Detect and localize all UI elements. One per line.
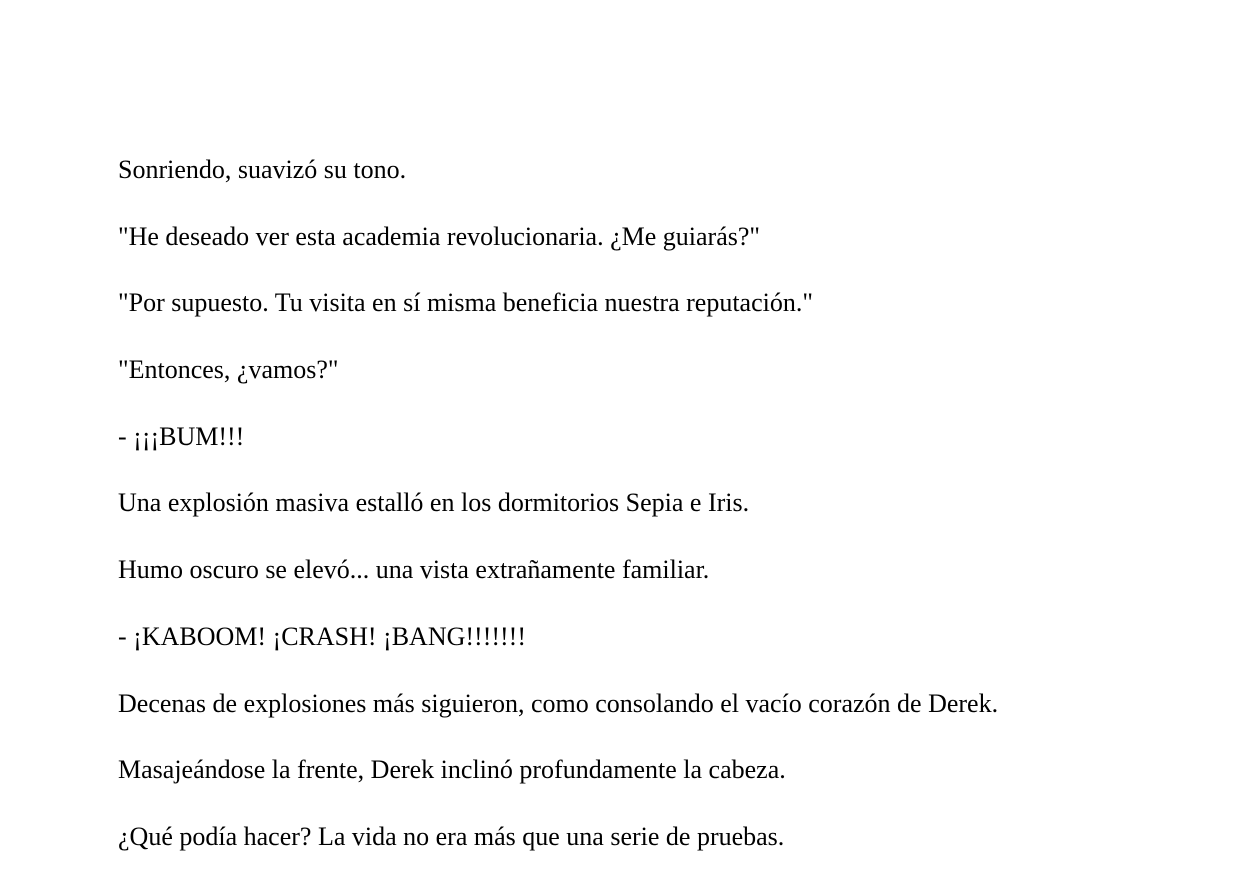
paragraph: Sonriendo, suavizó su tono. [118, 155, 407, 184]
paragraph: ¿Qué podía hacer? La vida no era más que una serie de pruebas. [118, 821, 785, 851]
paragraph: "He deseado ver esta academia revolucionaria. ¿Me guiarás?" [118, 221, 761, 251]
document-body [118, 151, 1218, 885]
paragraph: Humo oscuro se elevó... una vista extrañamente familiar. [118, 555, 710, 585]
paragraph: - ¡¡¡BUM!!! [118, 421, 245, 451]
paragraph: Decenas de explosiones más siguieron, como consolando el vacío corazón de Derek. [118, 688, 999, 718]
paragraph: - ¡KABOOM! ¡CRASH! ¡BANG!!!!!!! [118, 621, 526, 651]
paragraph: "Entonces, ¿vamos?" [118, 355, 339, 385]
paragraph: "Por supuesto. Tu visita en sí misma beneficia nuestra reputación." [118, 288, 813, 318]
paragraph: Una explosión masiva estalló en los dormitorios Sepia e Iris. [118, 488, 750, 518]
paragraph: Masajeándose la frente, Derek inclinó profundamente la cabeza. [118, 755, 786, 785]
